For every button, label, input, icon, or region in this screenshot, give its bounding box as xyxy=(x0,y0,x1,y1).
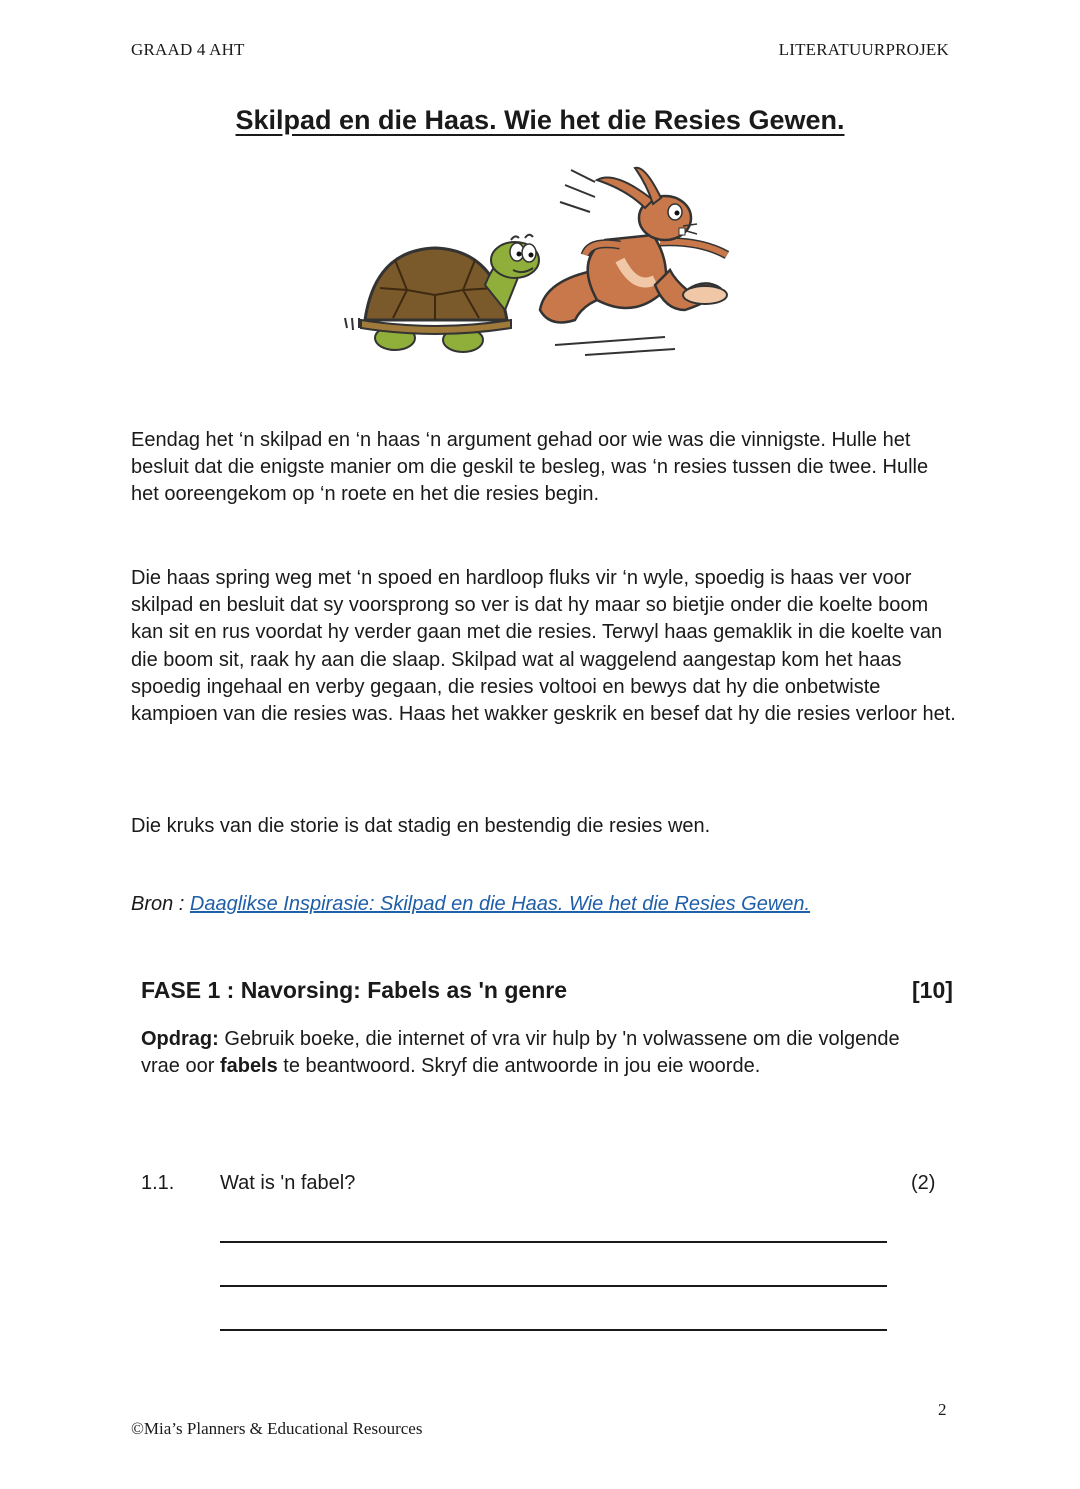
footer-copyright: ©Mia’s Planners & Educational Resources xyxy=(131,1419,423,1438)
phase-marks: [10] xyxy=(912,977,953,1003)
hare-icon xyxy=(540,168,727,355)
answer-line-1[interactable] xyxy=(220,1241,887,1243)
question-text: Wat is 'n fabel? xyxy=(220,1172,356,1194)
answer-line-2[interactable] xyxy=(220,1285,887,1287)
page-number: 2 xyxy=(938,1400,947,1419)
story-paragraph-1: Eendag het ‘n skilpad en ‘n haas ‘n argument gehad oor wie was die vinnigste. Hulle het besluit dat die enigste manier om die geskil te besleg, was ‘n resies tussen die twee. Hulle het ooreengekom op ‘n roete en het die resies begin. xyxy=(131,429,929,506)
source-link[interactable]: Daaglikse Inspirasie: Skilpad en die Haas. Wie het die Resies Gewen. xyxy=(189,893,811,915)
story-paragraph-2: Die haas spring weg met ‘n spoed en hardloop fluks vir ‘n wyle, spoedig is haas ver voor skilpad en besluit dat sy voorsprong so ver is dat hy maar so bietjie onder die koelte boom kan sit en rus voordat hy verder gaan met die resies. Terwyl haas gemaklik in die koelte van die boom sit, raak hy aan die slaap. Skilpad wat al waggelend aangestap kom het haas spoedig ingehaal en verby gegaan, die resies voltooi en bewys dat hy die onbetwiste kampioen van die resies was. Haas het wakker geskrik en besef dat hy die resies verloor het. xyxy=(131,567,956,726)
question-marks: (2) xyxy=(911,1172,936,1194)
header-left: GRAAD 4 AHT xyxy=(131,40,245,59)
phase-title: FASE 1 : Navorsing: Fabels as 'n genre xyxy=(141,977,567,1003)
task-bold-word: fabels xyxy=(219,1055,278,1078)
question-number: 1.1. xyxy=(141,1172,175,1194)
page-title: Skilpad en die Haas. Wie het die Resies Gewen. xyxy=(235,105,845,135)
source-label: Bron : xyxy=(131,893,190,915)
task-text-2: te beantwoord. Skryf die antwoorde in jou eie woorde. xyxy=(277,1055,761,1078)
task-text-1: Gebruik boeke, die internet of vra vir hulp by 'n volwassene om die volgende vrae oor xyxy=(141,1028,900,1078)
source-line xyxy=(131,893,810,916)
task-instructions xyxy=(141,1026,901,1080)
tortoise-hare-illustration xyxy=(335,160,745,360)
tortoise-icon xyxy=(345,235,539,352)
header-right: LITERATUURPROJEK xyxy=(778,40,949,59)
answer-line-3[interactable] xyxy=(220,1329,887,1331)
task-label: Opdrag: xyxy=(141,1028,219,1050)
story-moral: Die kruks van die storie is dat stadig en bestendig die resies wen. xyxy=(131,815,711,837)
